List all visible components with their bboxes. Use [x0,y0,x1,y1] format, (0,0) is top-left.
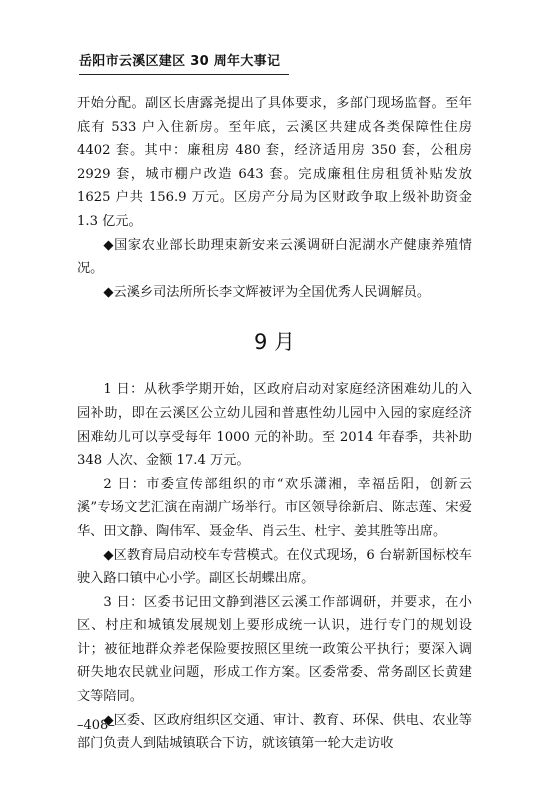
paragraph: 开始分配。副区长唐露尧提出了具体要求，多部门现场监督。至年底有 533 户入住新房。至年底，云溪区共建成各类保障性住房 4402 套。其中：廉租房 480 套，经济适用房 350 套，公租房 2929 套，城市棚户改造 643 套。完成廉租住房租赁补贴发放 1625 户共 156.9 万元。区房产分局为区财政争取上级补助资金 1.3 亿元。 [77,96,472,229]
paragraph: 3 日：区委书记田文静到港区云溪工作部调研，并要求，在小区、村庄和城镇发展规划上要形成统一认识，进行专门的规划设计；被征地群众养老保险要按照区里统一政策公平执行；要深入调研失地农民就业问题，形成工作方案。区委常委、常务副区长黄建文等陪同。 [77,594,472,705]
paragraph: 2 日：市委宣传部组织的市“欢乐潇湘，幸福岳阳，创新云溪”专场文艺汇演在南湖广场举行。市区领导徐新启、陈志莲、宋爱华、田文静、陶伟军、聂金华、肖云生、杜宇、姜其胜等出席。 [77,476,472,539]
paragraph: ◆国家农业部长助理束新安来云溪调研白泥湖水产健康养殖情况。 [77,237,472,277]
page-number: –408– [77,718,115,733]
paragraph: 1 日：从秋季学期开始，区政府启动对家庭经济困难幼儿的入园补助，即在云溪区公立幼儿园和普惠性幼儿园中入园的家庭经济困难幼儿可以享受每年 1000 元的补助。至 2014 年春季，共补助 348 人次、金额 17.4 万元。 [77,382,472,469]
paragraph: ◆云溪乡司法所所长李文辉被评为全国优秀人民调解员。 [103,284,431,300]
paragraph: ◆区教育局启动校车专营模式。在仪式现场，6 台崭新国标校车驶入路口镇中心小学。副区长胡蝶出席。 [77,547,472,587]
month-heading: 9 月 [253,330,296,355]
page-body [77,92,472,756]
running-header: 岳阳市云溪区建区 30 周年大事记 [79,54,281,69]
paragraph: ◆区委、区政府组织区交通、审计、教育、环保、供电、农业等部门负责人到陆城镇联合下访，就该镇第一轮大走访收 [77,712,472,752]
header-rule [79,74,289,75]
